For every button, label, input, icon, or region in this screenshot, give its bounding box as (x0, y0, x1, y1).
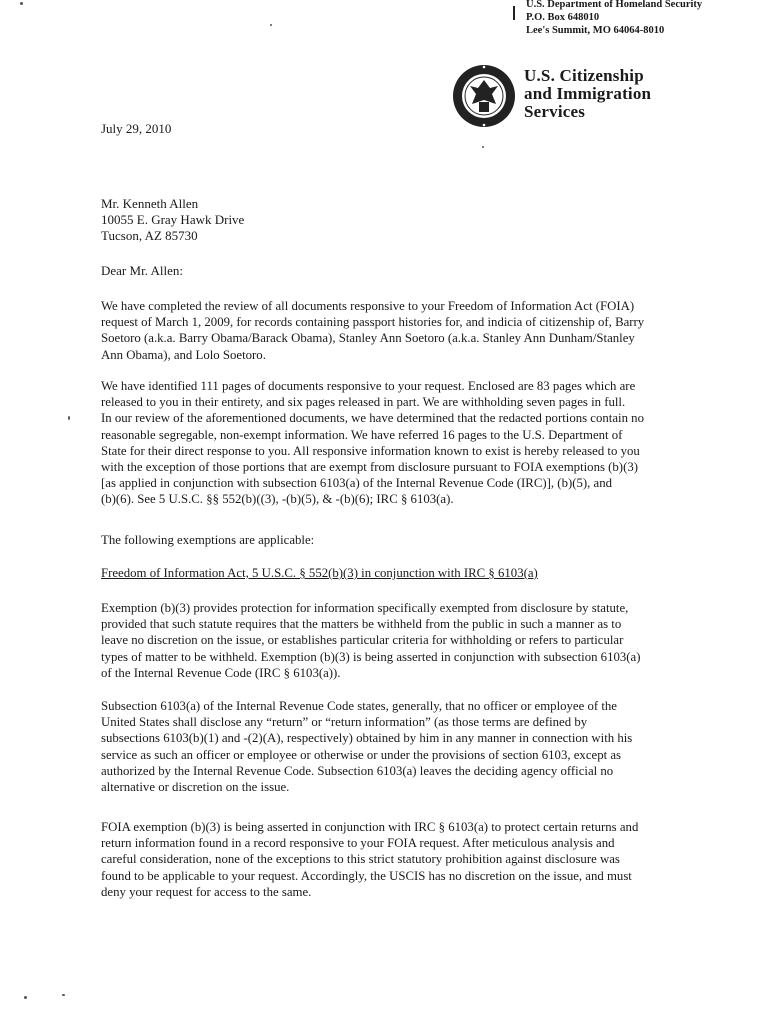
scan-speck (24, 996, 27, 999)
text-line: leave no discretion on the issue, or establishes particular criteria for withholding or refers to particular (101, 633, 624, 648)
letter-date: July 29, 2010 (101, 121, 172, 136)
recipient-address (101, 196, 244, 244)
scan-speck (62, 994, 65, 996)
section-heading-foia (101, 565, 676, 581)
text-line: We have identified 111 pages of documents responsive to your request. Enclosed are 83 pages which are (101, 379, 636, 393)
paragraph-subsection-6103 (101, 698, 676, 795)
paragraph-exemption-b3 (101, 600, 676, 681)
text-line: provided that such statute requires that the matters be withheld from the public in such a manner as to (101, 617, 622, 632)
recipient-line: Mr. Kenneth Allen (101, 196, 199, 211)
letterhead-address (526, 0, 702, 37)
recipient-line: Tucson, AZ 85730 (101, 228, 198, 243)
recipient-line: 10055 E. Gray Hawk Drive (101, 212, 245, 227)
text-line: authorized by the Internal Revenue Code. Subsection 6103(a) leaves the deciding agency official no (101, 763, 614, 778)
scan-speck (68, 416, 70, 420)
text-line: deny your request for access to the same. (101, 884, 312, 899)
text-line: careful consideration, none of the exceptions to this strict statutory prohibition against disclosure was (101, 852, 620, 867)
text-line: United States shall disclose any “return” or “return information” (as those terms are defined by (101, 715, 588, 730)
text-line: (b)(6). See 5 U.S.C. §§ 552(b)((3), -(b)(5), & -(b)(6); IRC § 6103(a). (101, 492, 454, 507)
text-line: Ann Obama), and Lolo Soetoro. (101, 347, 266, 362)
text-line: with the exception of those portions that are exempt from disclosure pursuant to FOIA exemptions (b)(3) (101, 460, 638, 475)
agency-line: Services (524, 102, 586, 121)
text-line: alternative or discretion on the issue. (101, 780, 290, 795)
text-line: FOIA exemption (b)(3) is being asserted in conjunction with IRC § 6103(a) to protect certain returns and (101, 820, 639, 834)
text-line: found to be applicable to your request. Accordingly, the USCIS has no discretion on the issue, and must (101, 868, 632, 883)
dhs-seal-icon (452, 64, 516, 128)
agency-name (524, 67, 651, 121)
address-line: U.S. Department of Homeland Security (526, 0, 703, 10)
text-line: Freedom of Information Act, 5 U.S.C. § 552(b)(3) in conjunction with IRC § 6103(a) (101, 566, 538, 580)
text-line: Soetoro (a.k.a. Barry Obama/Barack Obama), Stanley Ann Soetoro (a.k.a. Stanley Ann Dunham/Stanley (101, 331, 635, 346)
text-line: of the Internal Revenue Code (IRC § 6103(a)). (101, 665, 341, 680)
paragraph-pages (101, 378, 676, 508)
text-line: service as such an officer or employee or otherwise or under the provisions of section 6103, except as (101, 747, 622, 762)
text-line: State for their direct response to you. All responsive information known to exist is hereby released to you (101, 443, 640, 458)
paragraph-review (101, 298, 676, 363)
text-line: [as applied in conjunction with subsection 6103(a) of the Internal Revenue Code (IRC)], (b)(5), and (101, 476, 613, 491)
text-line: types of matter to be withheld. Exemption (b)(3) is being asserted in conjunction with subsection 6103(a) (101, 649, 641, 664)
text-line: subsections 6103(b)(1) and -(2)(A), respectively) obtained by him in any manner in connection with his (101, 731, 633, 746)
text-line: return information found in a record responsive to your FOIA request. After meticulous analysis and (101, 836, 615, 851)
address-line: P.O. Box 648010 (526, 12, 600, 23)
paragraph-exemptions-intro (101, 532, 676, 548)
text-line: In our review of the aforementioned documents, we have determined that the redacted portions contain no (101, 411, 644, 426)
text-line: Exemption (b)(3) provides protection for information specifically exempted from disclosure by statute, (101, 601, 629, 615)
agency-line: U.S. Citizenship (524, 66, 644, 85)
text-line: reasonable segregable, non-exempt information. We have referred 16 pages to the U.S. Department of (101, 427, 623, 442)
address-divider (513, 6, 515, 20)
text-line: The following exemptions are applicable: (101, 533, 315, 547)
text-line: Subsection 6103(a) of the Internal Revenue Code states, generally, that no officer or employee of the (101, 699, 617, 713)
scan-speck (270, 24, 272, 26)
text-line: request of March 1, 2009, for records containing passport histories for, and indicia of citizenship of, Barry (101, 315, 645, 330)
agency-line: and Immigration (524, 84, 652, 103)
text-line: released to you in their entirety, and six pages released in part. We are withholding seven pages in full. (101, 395, 626, 410)
address-line: Lee's Summit, MO 64064-8010 (526, 25, 665, 36)
scan-speck (482, 146, 484, 148)
scan-speck (20, 2, 23, 5)
paragraph-denial (101, 819, 676, 900)
salutation: Dear Mr. Allen: (101, 263, 183, 278)
text-line: We have completed the review of all documents responsive to your Freedom of Information Act (FOIA) (101, 299, 635, 313)
